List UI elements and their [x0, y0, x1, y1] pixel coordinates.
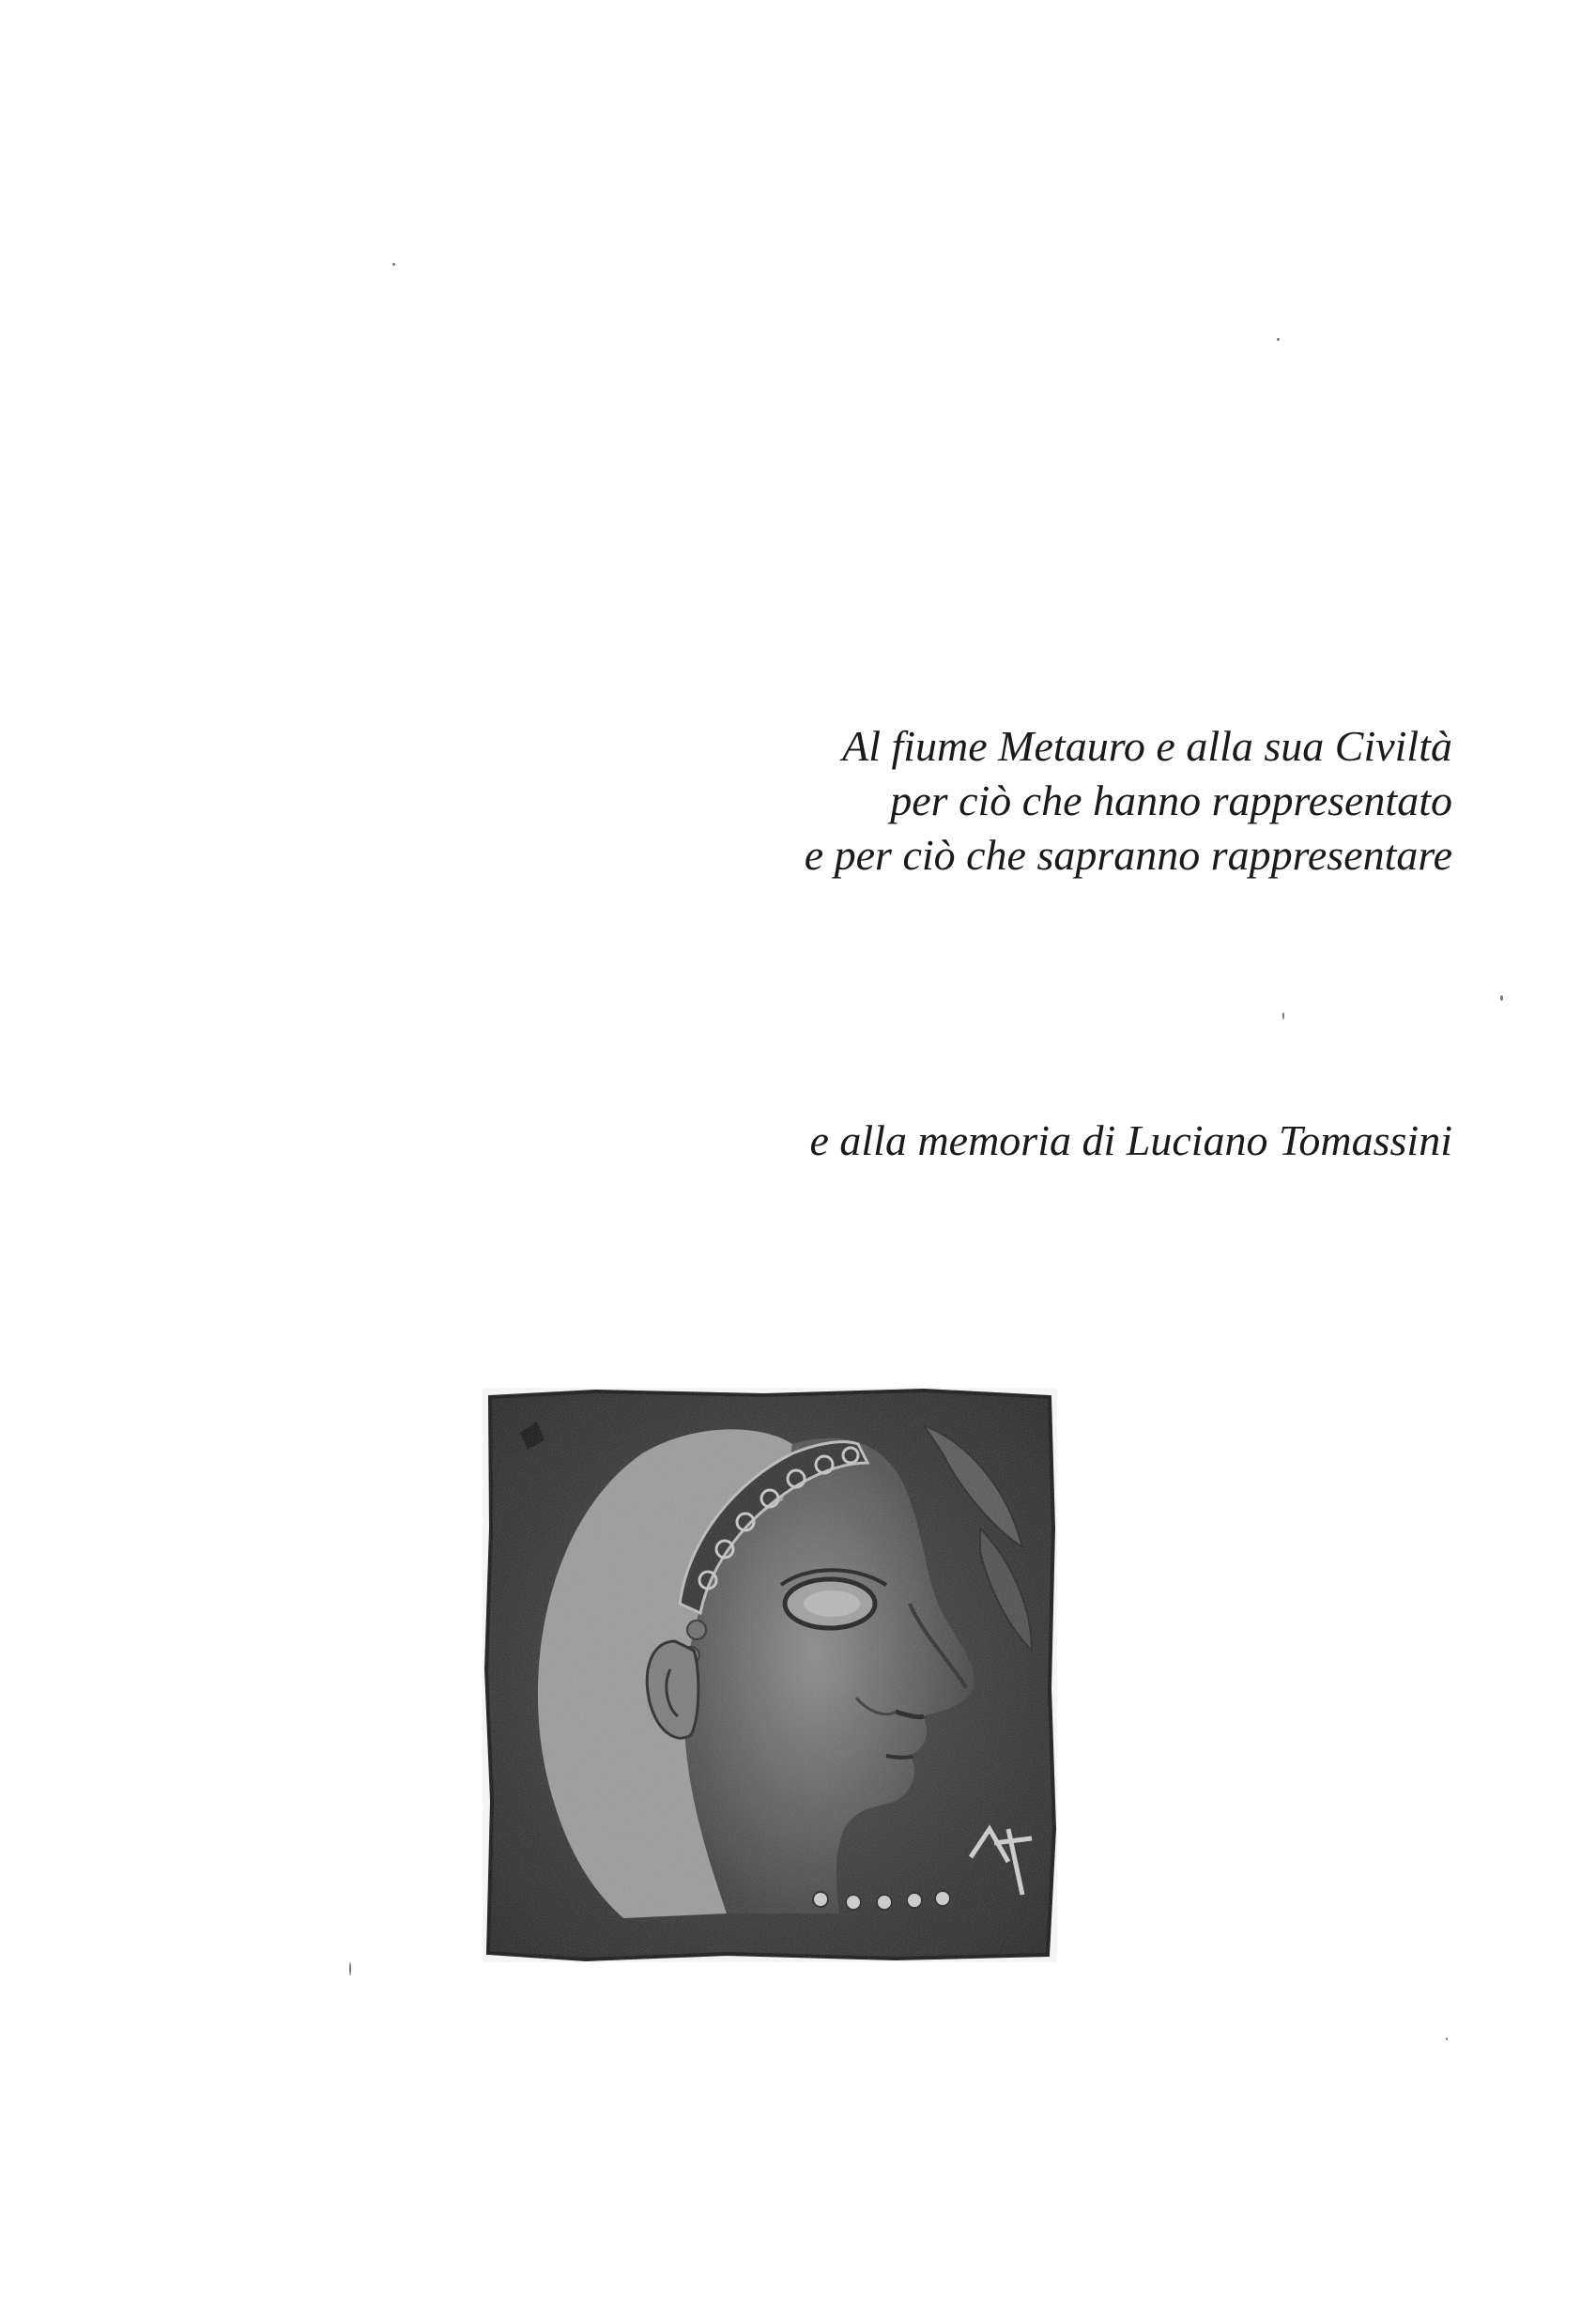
scan-speck — [1500, 995, 1503, 1001]
memorial-line: e alla memoria di Luciano Tomassini — [809, 1116, 1452, 1164]
scan-speck — [1282, 1012, 1284, 1020]
scan-speck — [1446, 2037, 1448, 2040]
scan-speck — [392, 263, 395, 266]
scan-speck — [1277, 338, 1280, 341]
dedication-block — [607, 719, 1452, 883]
dedication-line-2: per ciò che hanno rappresentato — [890, 776, 1452, 824]
relief-plaque-image — [483, 1388, 1057, 1962]
dedication-line-3: e per ciò che sapranno rappresentare — [804, 831, 1452, 879]
dedication-line-1: Al fiume Metauro e alla sua Civiltà — [842, 722, 1452, 770]
scan-speck — [349, 1962, 351, 1975]
